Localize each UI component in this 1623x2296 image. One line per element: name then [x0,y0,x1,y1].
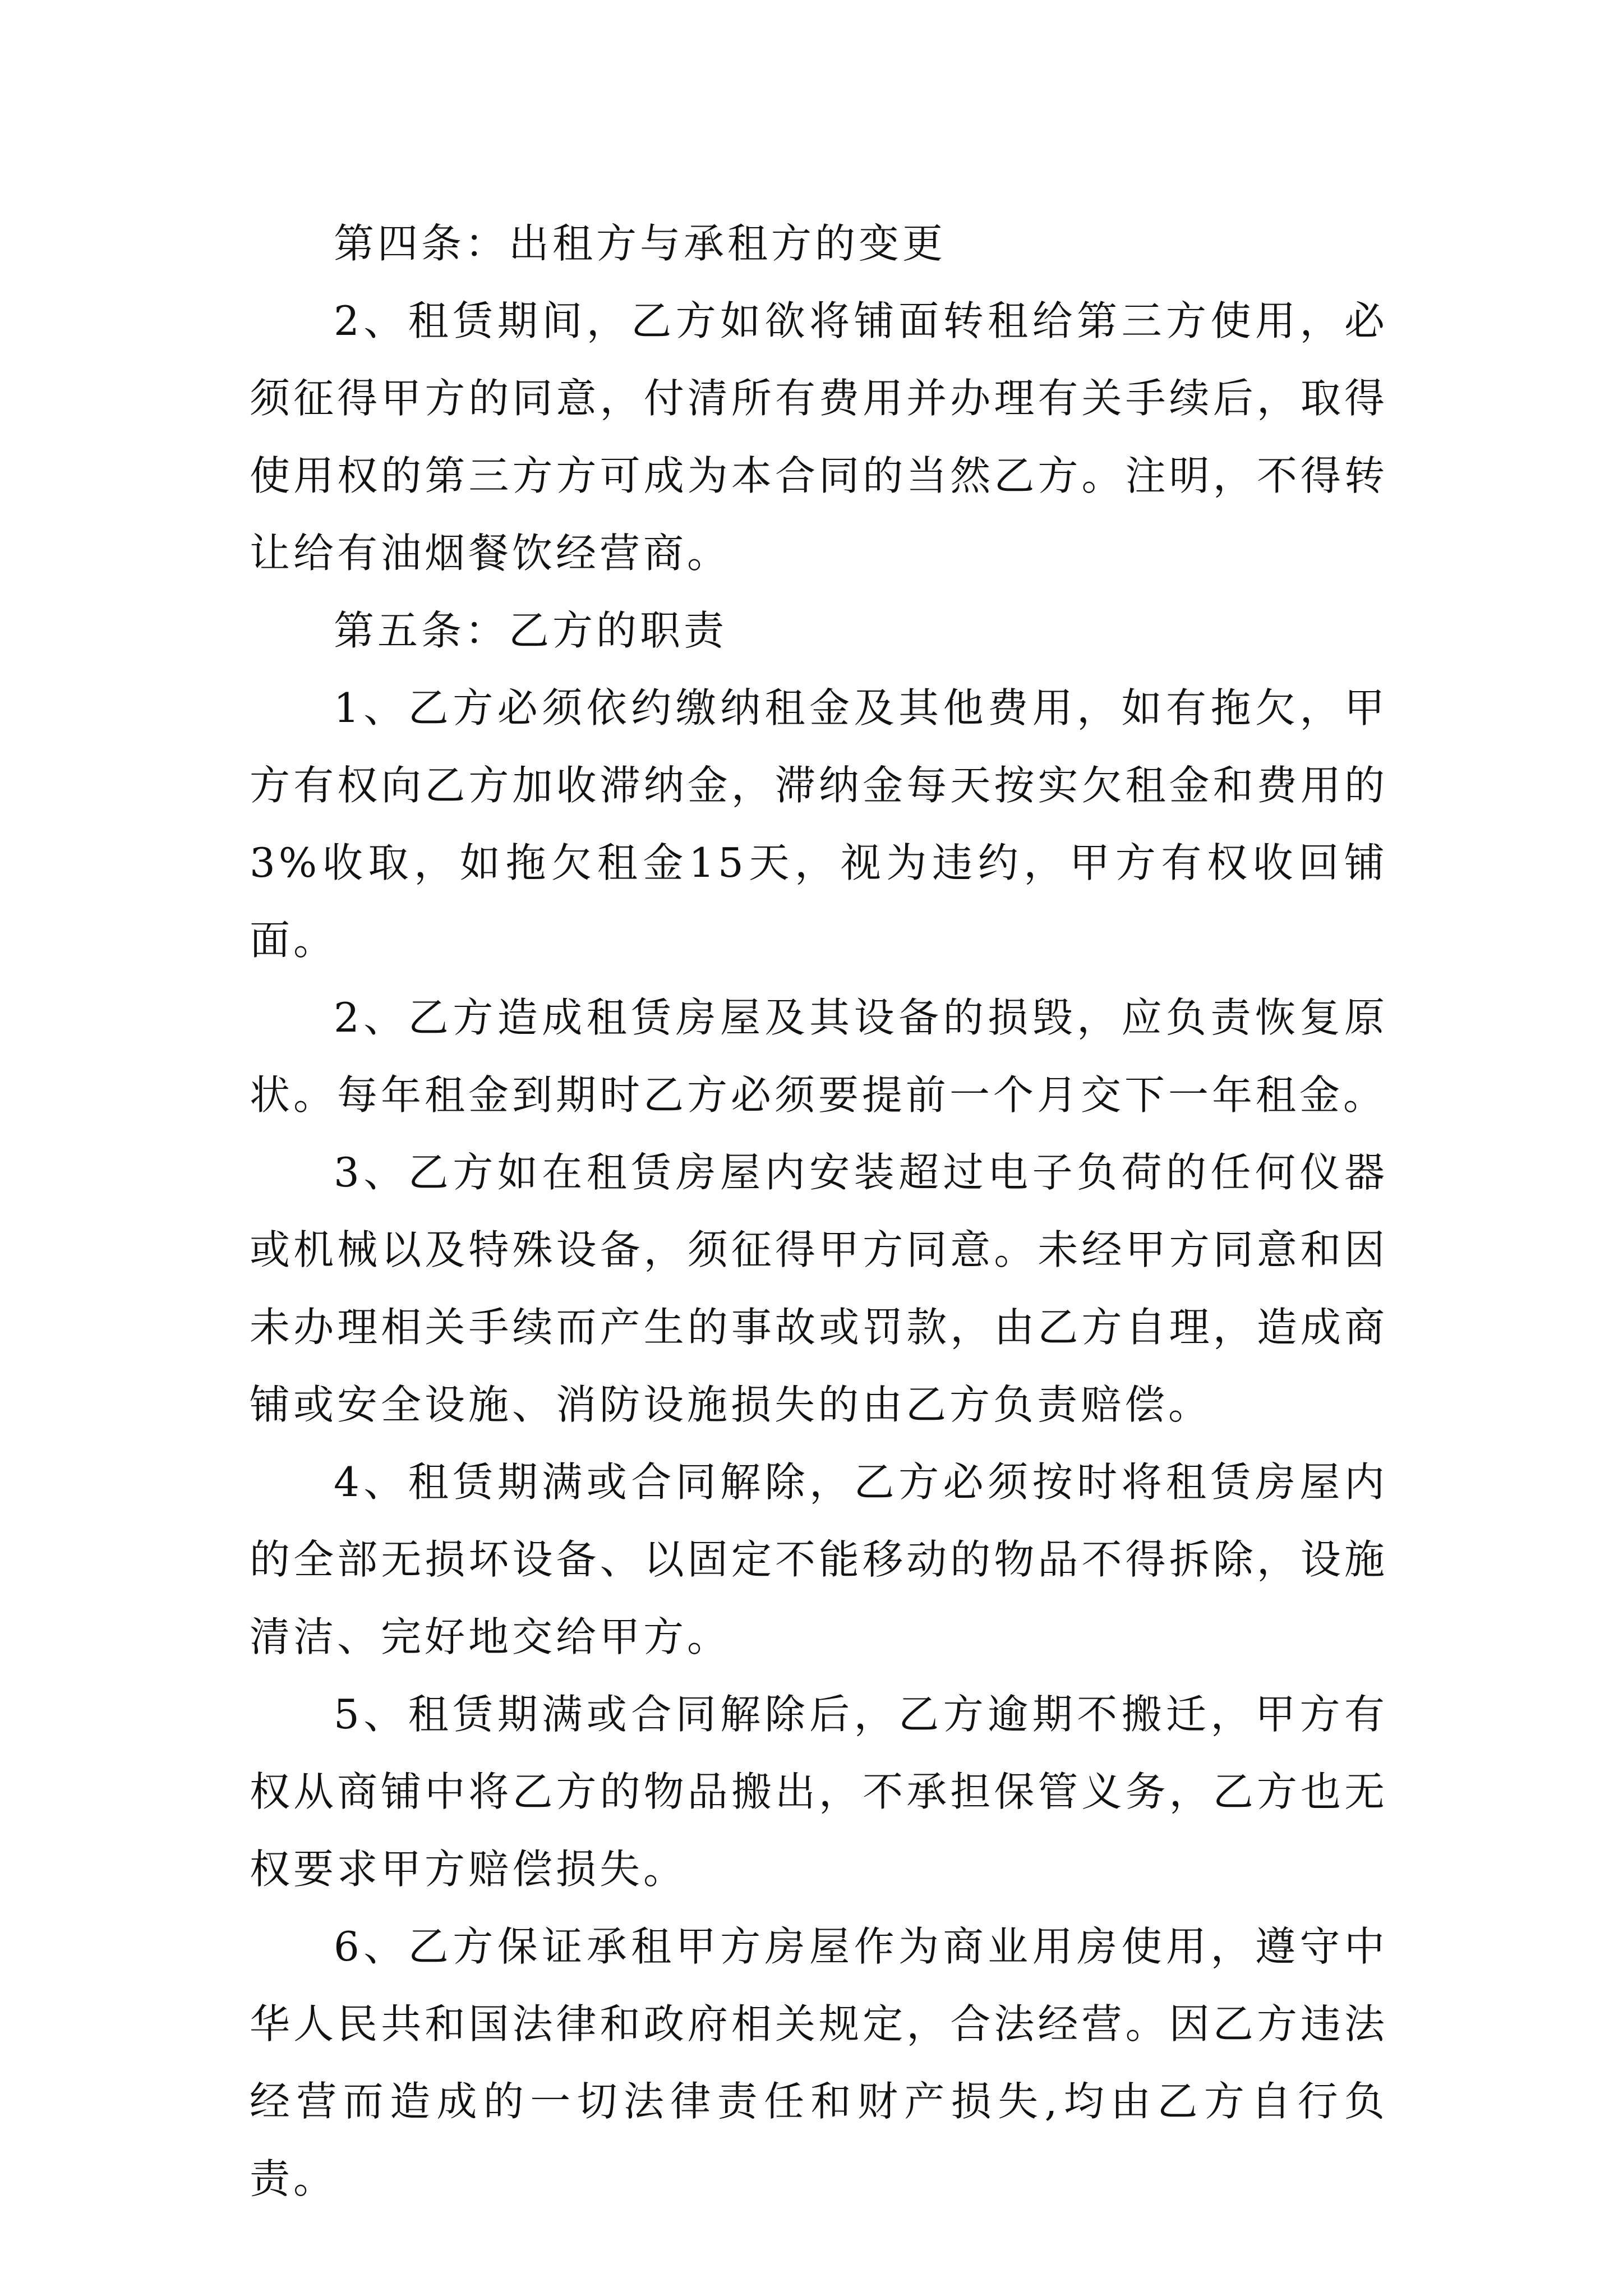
article-5-clause-2: 2、乙方造成租赁房屋及其设备的损毁，应负责恢复原状。每年租金到期时乙方必须要提前一个月交下一年租金。 [250,994,1388,1119]
article-5-heading: 第五条：乙方的职责 [334,607,728,654]
article-5-clause-5: 5、租赁期满或合同解除后，乙方逾期不搬迁，甲方有权从商铺中将乙方的物品搬出，不承担保管义务，乙方也无权要求甲方赔偿损失。 [250,1691,1388,1893]
article-5-clause-3: 3、乙方如在租赁房屋内安装超过电子负荷的任何仪器或机械以及特殊设备，须征得甲方同意。未经甲方同意和因未办理相关手续而产生的事故或罚款，由乙方自理，造成商铺或安全设施、消防设施损失的由乙方负责赔偿。 [250,1149,1388,1428]
article-5-clause-1: 1、乙方必须依约缴纳租金及其他费用，如有拖欠，甲方有权向乙方加收滞纳金，滞纳金每天按实欠租金和费用的3%收取，如拖欠租金15天，视为违约，甲方有权收回铺面。 [250,684,1388,964]
article-4-heading: 第四条：出租方与承租方的变更 [334,220,947,267]
article-5-clause-6: 6、乙方保证承租甲方房屋作为商业用房使用，遵守中华人民共和国法律和政府相关规定，合法经营。因乙方违法经营而造成的一切法律责任和财产损失,均由乙方自行负责。 [250,1923,1388,2202]
article-4-clause-2: 2、租赁期间，乙方如欲将铺面转租给第三方使用，必须征得甲方的同意，付清所有费用并办理有关手续后，取得使用权的第三方方可成为本合同的当然乙方。注明，不得转让给有油烟餐饮经营商。 [250,297,1388,577]
document-body [250,205,1388,2217]
article-5-clause-4: 4、租赁期满或合同解除，乙方必须按时将租赁房屋内的全部无损坏设备、以固定不能移动的物品不得拆除，设施清洁、完好地交给甲方。 [250,1458,1388,1660]
